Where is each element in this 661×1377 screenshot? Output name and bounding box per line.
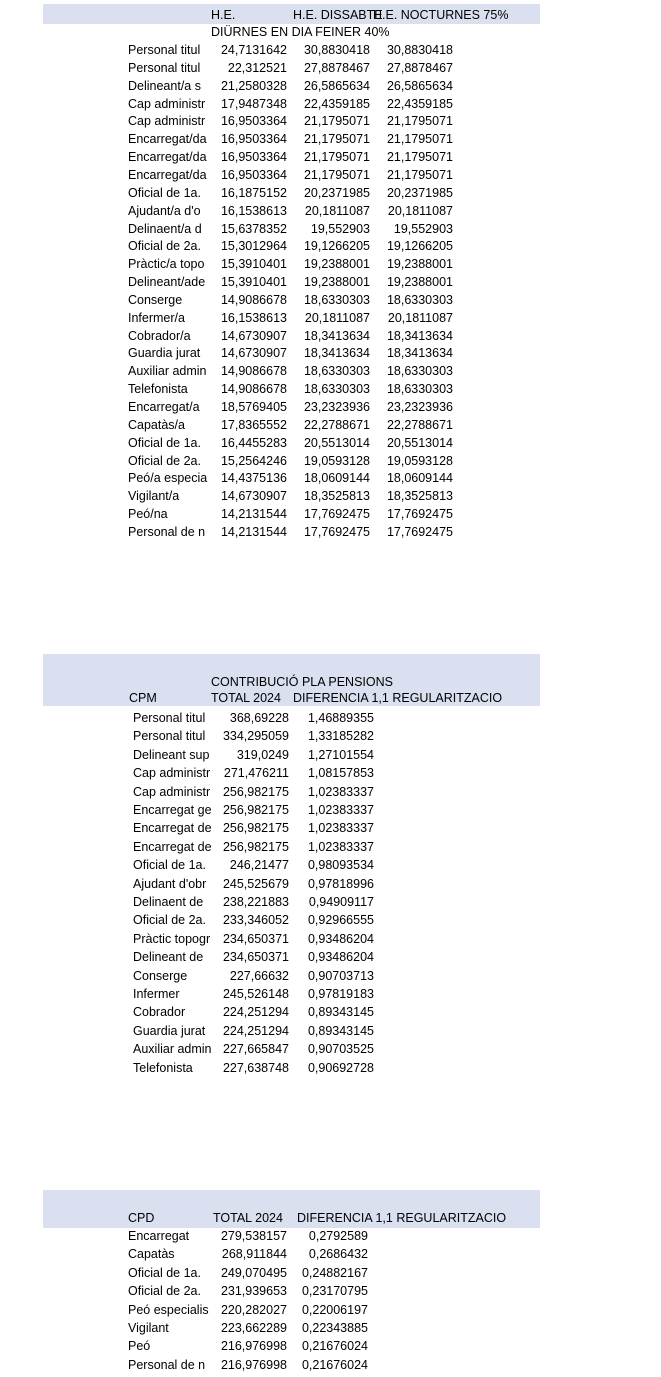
table-row [0, 1247, 661, 1263]
row-label: Encarregat/da [128, 150, 207, 165]
row-value-3: 18,6330303 [386, 382, 453, 397]
row-value-1: 238,221883 [222, 895, 289, 909]
row-value-1: 14,9086678 [220, 382, 287, 397]
table-row [0, 1284, 661, 1300]
table-row [0, 293, 661, 309]
table-row [0, 61, 661, 77]
row-label: Oficial de 2a. [128, 239, 201, 254]
row-value-2: 22,2788671 [303, 417, 370, 432]
row-value-2: 0,21676024 [301, 1357, 368, 1372]
row-value-2: 21,1795071 [303, 132, 370, 147]
row-label: Guardia jurat [128, 346, 201, 361]
row-label: Delineant/ade [128, 275, 206, 290]
row-value-1: 14,2131544 [220, 524, 287, 539]
row-value-2: 27,8878467 [303, 60, 370, 75]
row-value-3: 19,2388001 [386, 275, 453, 290]
row-label: Conserge [128, 292, 183, 307]
row-value-2: 18,6330303 [303, 364, 370, 379]
row-label: Peó/na [128, 507, 168, 522]
table-row [0, 329, 661, 345]
row-value-2: 21,1795071 [303, 150, 370, 165]
row-value-2: 0,97819183 [307, 987, 374, 1001]
row-value-2: 0,90692728 [307, 1060, 374, 1075]
row-value-2: 1,02383337 [307, 803, 374, 817]
row-value-3: 22,2788671 [386, 417, 453, 432]
row-value-1: 246,21477 [229, 858, 289, 873]
row-label: Cap administr [133, 784, 211, 799]
row-value-1: 216,976998 [220, 1357, 287, 1372]
table-row [0, 1358, 661, 1374]
row-value-2: 18,6330303 [303, 382, 370, 397]
row-value-2: 22,4359185 [303, 96, 370, 111]
row-value-2: 0,89343145 [307, 1023, 374, 1038]
table-row [0, 1024, 661, 1040]
row-value-1: 14,9086678 [220, 364, 287, 379]
row-label: Telefonista [128, 382, 188, 397]
row-label: Auxiliar admin [133, 1042, 212, 1057]
row-value-2: 0,93486204 [307, 931, 374, 946]
row-value-3: 17,7692475 [386, 524, 453, 539]
row-value-3: 20,5513014 [386, 435, 453, 450]
table-row [0, 1042, 661, 1058]
row-value-1: 256,982175 [222, 839, 289, 854]
row-value-3: 17,7692475 [386, 507, 453, 522]
header-cpd-label: CPD [128, 1211, 155, 1225]
table-row [0, 1229, 661, 1245]
row-label: Peó/a especia [128, 471, 208, 486]
row-label: Capatàs [128, 1247, 175, 1262]
row-label: Oficial de 1a. [128, 435, 201, 450]
row-value-1: 231,939653 [220, 1284, 287, 1299]
row-value-1: 16,9503364 [220, 150, 287, 165]
row-value-1: 15,3910401 [220, 257, 287, 272]
row-value-2: 0,92966555 [307, 913, 374, 928]
row-value-2: 20,1811087 [304, 310, 370, 325]
row-value-3: 18,6330303 [386, 364, 453, 379]
row-label: Cobrador/a [128, 328, 191, 343]
row-value-2: 0,22343885 [301, 1321, 368, 1335]
row-label: Pràctic/a topo [128, 257, 205, 272]
row-label: Encarregat/a [128, 400, 200, 414]
row-value-1: 14,6730907 [220, 489, 287, 504]
row-label: Personal de n [128, 524, 206, 539]
row-label: Encarregat/da [128, 132, 207, 147]
table-row [0, 132, 661, 148]
table-row [0, 400, 661, 416]
row-value-1: 234,650371 [222, 950, 289, 965]
row-value-1: 16,1875152 [220, 185, 287, 200]
row-value-3: 26,5865634 [386, 78, 453, 93]
row-value-1: 16,4455283 [220, 435, 287, 450]
table-row [0, 311, 661, 327]
row-label: Personal titul [133, 729, 206, 744]
table-row [0, 43, 661, 59]
row-label: Oficial de 2a. [128, 1284, 201, 1299]
row-value-1: 224,251294 [222, 1005, 289, 1020]
row-value-1: 233,346052 [222, 913, 289, 928]
row-value-3: 21,1795071 [386, 114, 453, 129]
row-value-1: 216,976998 [220, 1339, 287, 1354]
table-row [0, 877, 661, 893]
row-value-3: 20,2371985 [386, 185, 453, 200]
row-value-2: 1,27101554 [307, 747, 374, 762]
row-label: Conserge [133, 968, 188, 983]
header-he-nocturnes: H.E. NOCTURNES 75% [373, 8, 509, 22]
table-row [0, 186, 661, 202]
table-row [0, 222, 661, 238]
table-row [0, 114, 661, 130]
row-value-1: 249,070495 [220, 1265, 287, 1280]
row-value-1: 223,662289 [220, 1321, 287, 1335]
table-row [0, 858, 661, 874]
row-label: Delineant sup [133, 747, 210, 762]
row-value-1: 227,665847 [222, 1042, 289, 1057]
row-label: Oficial de 1a. [128, 1265, 201, 1280]
row-value-1: 14,6730907 [220, 328, 287, 343]
row-value-3: 23,2323936 [386, 400, 453, 414]
row-value-3: 18,3413634 [386, 346, 453, 361]
row-value-1: 21,2580328 [220, 78, 287, 93]
table-row [0, 471, 661, 487]
table-row [0, 418, 661, 434]
table-row [0, 748, 661, 764]
row-value-1: 227,638748 [222, 1060, 289, 1075]
row-value-3: 20,1811087 [387, 203, 453, 218]
row-value-3: 21,1795071 [386, 167, 453, 182]
row-value-1: 14,9086678 [220, 292, 287, 307]
header-he-diurnes-sub: DIÜRNES EN DIA FEINER 40% [211, 25, 390, 39]
row-label: Ajudant/a d'o [128, 203, 201, 218]
row-value-1: 227,66632 [229, 968, 289, 983]
row-value-1: 271,476211 [223, 766, 289, 781]
row-label: Cap administr [128, 114, 206, 129]
table-row [0, 1061, 661, 1077]
table-row [0, 150, 661, 166]
table-row [0, 803, 661, 819]
row-value-2: 0,90703713 [307, 968, 374, 983]
row-value-2: 0,22006197 [301, 1302, 368, 1317]
row-label: Encarregat/da [128, 167, 207, 182]
row-value-1: 319,0249 [236, 747, 289, 762]
row-value-1: 245,525679 [222, 876, 289, 891]
row-value-2: 1,08157853 [307, 766, 374, 781]
row-value-1: 24,7131642 [220, 43, 287, 57]
table-row [0, 436, 661, 452]
table-row [0, 766, 661, 782]
row-value-1: 14,6730907 [220, 346, 287, 361]
row-value-3: 18,3413634 [386, 328, 453, 343]
row-value-1: 15,3012964 [220, 239, 287, 254]
row-value-2: 0,98093534 [307, 858, 374, 873]
row-label: Cap administr [128, 96, 206, 111]
table-row [0, 1339, 661, 1355]
row-label: Ajudant d'obr [133, 876, 207, 891]
row-label: Auxiliar admin [128, 364, 207, 379]
table-row [0, 507, 661, 523]
row-label: Encarregat de [133, 821, 212, 836]
row-value-2: 19,0593128 [303, 453, 370, 468]
header-cpm-total: TOTAL 2024 [211, 691, 281, 705]
row-value-1: 22,312521 [227, 60, 287, 75]
table-row [0, 950, 661, 966]
row-value-2: 1,02383337 [307, 839, 374, 854]
row-value-2: 0,93486204 [307, 950, 374, 965]
row-label: Personal titul [128, 43, 201, 57]
table-row [0, 969, 661, 985]
row-label: Cobrador [133, 1005, 186, 1020]
row-label: Delineant/a s [128, 78, 201, 93]
row-value-3: 21,1795071 [386, 132, 453, 147]
row-value-1: 16,9503364 [220, 132, 287, 147]
row-value-2: 0,90703525 [307, 1042, 374, 1057]
table-row [0, 489, 661, 505]
row-value-1: 368,69228 [229, 711, 289, 725]
row-value-1: 15,2564246 [220, 453, 287, 468]
row-value-2: 0,89343145 [307, 1005, 374, 1020]
row-value-2: 26,5865634 [303, 78, 370, 93]
row-value-2: 17,7692475 [303, 507, 370, 522]
row-value-2: 1,02383337 [307, 821, 374, 836]
row-label: Personal titul [128, 60, 201, 75]
row-value-3: 27,8878467 [386, 60, 453, 75]
header-cpd-diferencia: DIFERENCIA 1,1 REGULARITZACIO [297, 1211, 507, 1225]
table-row [0, 454, 661, 470]
row-value-2: 19,2388001 [303, 257, 370, 272]
table-row [0, 711, 661, 727]
table-row [0, 97, 661, 113]
row-value-3: 18,0609144 [386, 471, 453, 486]
table-row [0, 275, 661, 291]
row-value-1: 18,5769405 [220, 400, 287, 414]
row-label: Encarregat de [133, 839, 212, 854]
row-value-2: 18,6330303 [303, 292, 370, 307]
row-value-2: 0,97818996 [307, 876, 374, 891]
table-row [0, 239, 661, 255]
table-row [0, 1266, 661, 1282]
row-value-2: 0,2792589 [308, 1229, 368, 1243]
table-row [0, 895, 661, 911]
row-label: Encarregat ge [133, 803, 212, 817]
table-row [0, 204, 661, 220]
row-value-2: 0,94909117 [308, 895, 374, 909]
row-value-1: 224,251294 [222, 1023, 289, 1038]
table-row [0, 346, 661, 362]
row-value-3: 18,6330303 [386, 292, 453, 307]
table-row [0, 525, 661, 541]
row-value-2: 0,21676024 [301, 1339, 368, 1354]
table-row [0, 168, 661, 184]
row-value-3: 22,4359185 [386, 96, 453, 111]
row-value-1: 16,9503364 [220, 114, 287, 129]
row-value-1: 16,1538613 [220, 203, 287, 218]
table-row [0, 821, 661, 837]
row-label: Pràctic topogr [133, 931, 211, 946]
row-value-1: 234,650371 [222, 931, 289, 946]
row-value-2: 0,2686432 [308, 1247, 368, 1262]
row-value-1: 16,9503364 [220, 167, 287, 182]
row-value-3: 21,1795071 [386, 150, 453, 165]
row-value-1: 17,8365552 [220, 417, 287, 432]
row-value-1: 256,982175 [222, 784, 289, 799]
header-cpm-label: CPM [129, 691, 157, 705]
row-label: Vigilant [128, 1321, 169, 1335]
row-value-2: 19,1266205 [303, 239, 370, 254]
row-value-2: 1,46889355 [307, 711, 374, 725]
row-value-2: 18,3413634 [303, 328, 370, 343]
row-value-1: 279,538157 [220, 1229, 287, 1243]
row-value-2: 23,2323936 [303, 400, 370, 414]
row-value-1: 256,982175 [222, 821, 289, 836]
row-label: Guardia jurat [133, 1023, 206, 1038]
row-value-1: 14,2131544 [220, 507, 287, 522]
table-row [0, 840, 661, 856]
row-label: Peó especialis [128, 1302, 209, 1317]
row-value-2: 20,1811087 [304, 203, 370, 218]
row-label: Infermer/a [128, 310, 185, 325]
row-value-2: 20,5513014 [303, 435, 370, 450]
row-label: Encarregat [128, 1229, 190, 1243]
row-label: Infermer [133, 987, 180, 1001]
row-value-3: 19,2388001 [386, 257, 453, 272]
header-he-diurnes: H.E. [211, 8, 236, 22]
row-value-3: 20,1811087 [387, 310, 453, 325]
row-label: Personal titul [133, 711, 206, 725]
table-row [0, 79, 661, 95]
row-value-2: 18,3525813 [303, 489, 370, 504]
row-label: Delineant de [133, 950, 204, 965]
row-value-1: 334,295059 [222, 729, 289, 744]
header-cpm-title: CONTRIBUCIÓ PLA PENSIONS [211, 675, 393, 689]
row-value-1: 16,1538613 [220, 310, 287, 325]
row-value-3: 19,1266205 [386, 239, 453, 254]
table-row [0, 257, 661, 273]
row-value-2: 1,02383337 [307, 784, 374, 799]
row-label: Personal de n [128, 1357, 206, 1372]
header-cpd-total: TOTAL 2024 [213, 1211, 283, 1225]
row-value-3: 19,552903 [393, 221, 453, 236]
row-value-1: 268,911844 [221, 1247, 287, 1262]
row-value-2: 0,24882167 [301, 1265, 368, 1280]
header-cpm-diferencia: DIFERENCIA 1,1 REGULARITZACIO [293, 691, 503, 705]
row-value-3: 30,8830418 [386, 43, 453, 57]
row-value-2: 0,23170795 [301, 1284, 368, 1299]
row-label: Vigilant/a [128, 489, 180, 504]
row-value-2: 1,33185282 [307, 729, 374, 744]
row-label: Capatàs/a [128, 417, 185, 432]
row-value-2: 18,0609144 [303, 471, 370, 486]
table-row [0, 1321, 661, 1337]
row-label: Cap administr [133, 766, 211, 781]
row-value-2: 19,2388001 [303, 275, 370, 290]
table-row [0, 364, 661, 380]
row-value-2: 18,3413634 [303, 346, 370, 361]
row-label: Peó [128, 1339, 151, 1354]
row-value-2: 30,8830418 [303, 43, 370, 57]
row-value-1: 245,526148 [222, 987, 289, 1001]
table-row [0, 913, 661, 929]
row-label: Delinaent/a d [128, 221, 202, 236]
row-label: Oficial de 1a. [133, 858, 206, 873]
row-value-2: 17,7692475 [303, 524, 370, 539]
table-row [0, 729, 661, 745]
table-row [0, 382, 661, 398]
row-value-1: 15,3910401 [220, 275, 287, 290]
table-row [0, 1005, 661, 1021]
row-value-1: 220,282027 [220, 1302, 287, 1317]
header-he-dissabte: H.E. DISSABTE [293, 8, 383, 22]
table-row [0, 932, 661, 948]
table-row [0, 785, 661, 801]
row-label: Delinaent de [133, 895, 204, 909]
row-value-3: 18,3525813 [386, 489, 453, 504]
row-value-1: 15,6378352 [220, 221, 287, 236]
row-label: Oficial de 2a. [133, 913, 206, 928]
row-value-1: 256,982175 [222, 803, 289, 817]
row-label: Oficial de 2a. [128, 453, 201, 468]
row-value-3: 19,0593128 [386, 453, 453, 468]
row-value-2: 20,2371985 [303, 185, 370, 200]
row-label: Oficial de 1a. [128, 185, 201, 200]
row-value-2: 21,1795071 [303, 114, 370, 129]
table-row [0, 987, 661, 1003]
row-value-1: 17,9487348 [220, 96, 287, 111]
row-label: Telefonista [133, 1060, 193, 1075]
row-value-2: 21,1795071 [303, 167, 370, 182]
table-row [0, 1303, 661, 1319]
row-value-2: 19,552903 [310, 221, 370, 236]
row-value-1: 14,4375136 [220, 471, 287, 486]
